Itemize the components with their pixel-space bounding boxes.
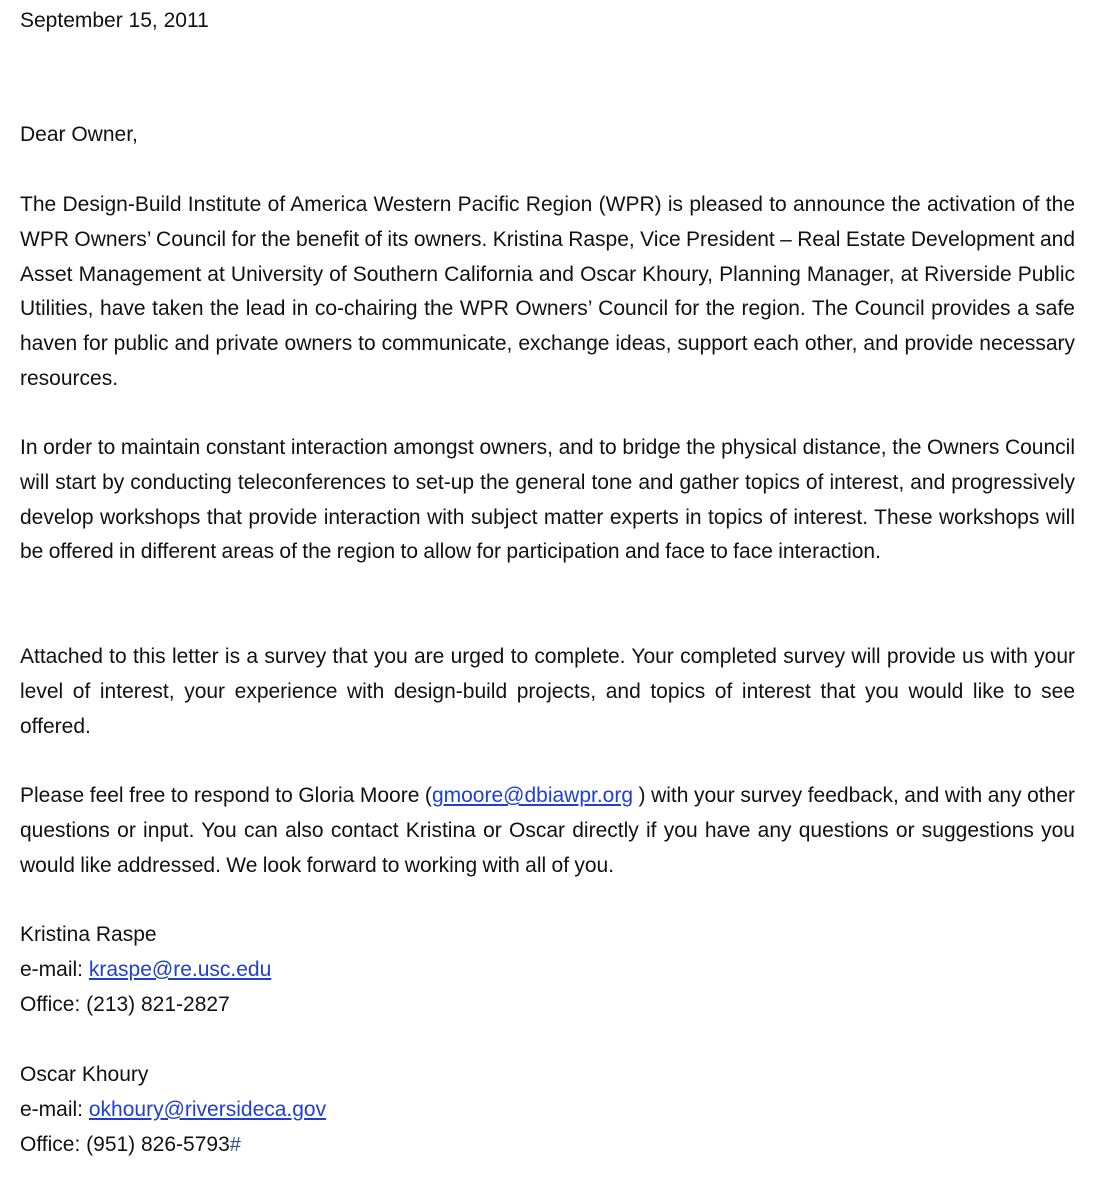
kristina-email-link[interactable]: kraspe@re.usc.edu — [88, 957, 272, 981]
paragraph-survey: Attached to this letter is a survey that you are urged to complete. Your completed survey will provide us with your level of interest, your experience with design-build projects, and topics of interest that you would like to see offered. — [20, 645, 1075, 738]
gloria-moore-email-link[interactable]: gmoore@dbiawpr.org — [431, 784, 634, 807]
signature-block-kristina — [20, 918, 271, 1022]
signatory-email-line — [20, 953, 271, 988]
office-label: Office: — [20, 1132, 87, 1156]
oscar-email-link[interactable]: okhoury@riversideca.gov — [88, 1097, 327, 1121]
contact-text-after: ) with your survey feedback, and with any other questions or input. You can also contact Kristina or Oscar directly if you have any questions or suggestions you would like addressed. We look forward to working with all of you. — [20, 784, 1075, 877]
office-label: Office: — [20, 992, 87, 1016]
signatory-office-line — [20, 988, 271, 1023]
letter-date: September 15, 2011 — [20, 9, 209, 32]
email-label: e-mail: — [20, 957, 89, 981]
signatory-email-line — [20, 1093, 326, 1128]
salutation: Dear Owner, — [20, 123, 138, 146]
signatory-name: Oscar Khoury — [20, 1063, 149, 1086]
contact-text-before: Please feel free to respond to Gloria Moore ( — [20, 784, 432, 807]
office-phone: (213) 821-2827 — [86, 992, 230, 1016]
signatory-office-line — [20, 1128, 326, 1163]
office-phone: (951) 826-5793 — [86, 1132, 230, 1156]
hash-mark: # — [229, 1133, 241, 1156]
paragraph-contact — [20, 779, 1075, 883]
email-label: e-mail: — [20, 1097, 89, 1121]
paragraph-teleconferences: In order to maintain constant interaction amongst owners, and to bridge the physical distance, the Owners Council will start by conducting teleconferences to set-up the general tone and gather topics of interest, and progressively develop workshops that provide interaction with subject matter experts in topics of interest. These workshops will be offered in different areas of the region to allow for participation and face to face interaction. — [20, 436, 1075, 564]
signature-block-oscar — [20, 1058, 326, 1162]
signatory-name: Kristina Raspe — [20, 923, 157, 946]
paragraph-announcement: The Design-Build Institute of America Western Pacific Region (WPR) is pleased to announce the activation of the WPR Owners’ Council for the benefit of its owners. Kristina Raspe, Vice President – Real Estate Development and Asset Management at University of Southern California and Oscar Khoury, Planning Manager, at Riverside Public Utilities, have taken the lead in co-chairing the WPR Owners’ Council for the region. The Council provides a safe haven for public and private owners to communicate, exchange ideas, support each other, and provide necessary resources. — [20, 193, 1075, 390]
